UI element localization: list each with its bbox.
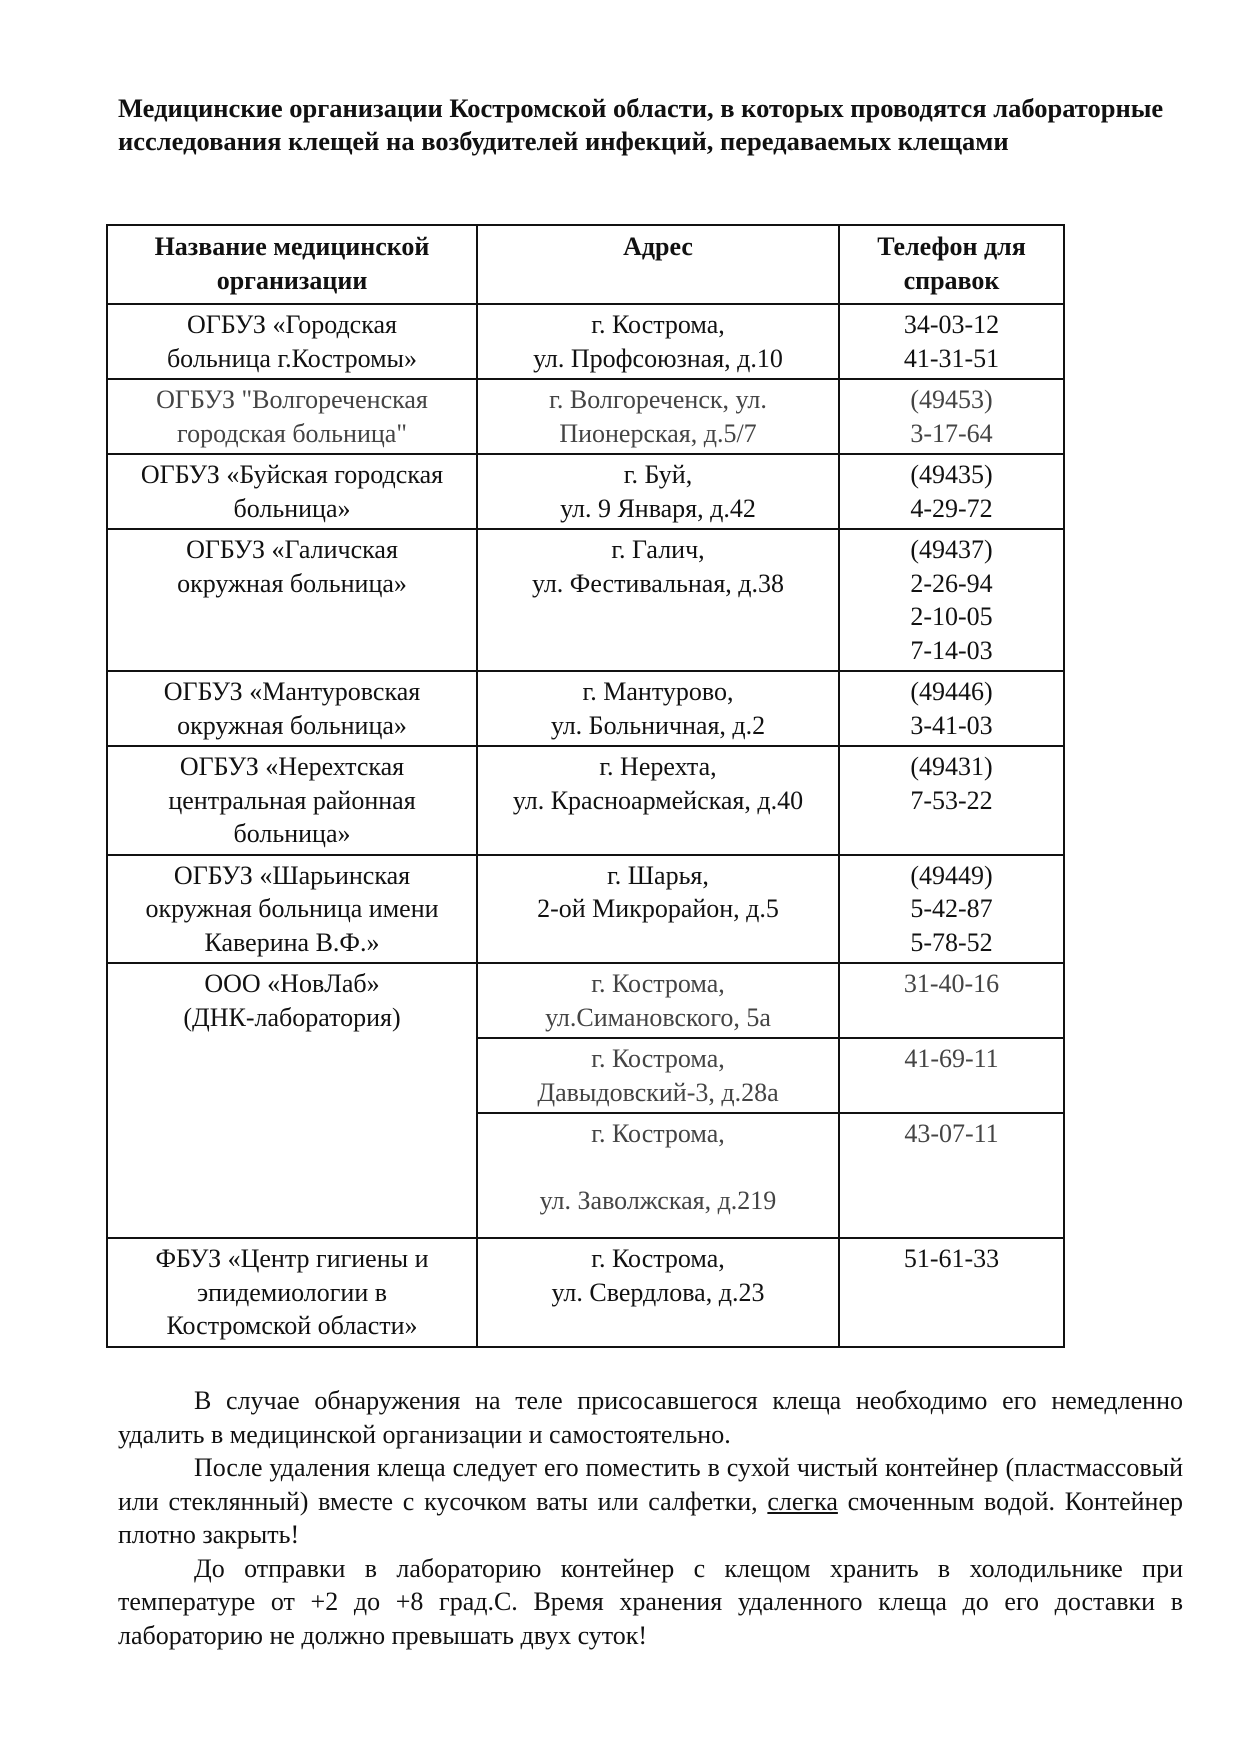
- org-name-line: больница г.Костромы»: [166, 343, 418, 373]
- header-address: Адрес: [477, 225, 839, 304]
- org-address-cell: [477, 1238, 839, 1347]
- document-title: Медицинские организации Костромской области, в которых проводятся лабораторные исследования клещей на возбудителей инфекций, передаваемых клещами: [118, 93, 1164, 156]
- table-header-row: [107, 225, 1064, 304]
- org-address-cell: [477, 746, 839, 855]
- phone-line: (49435): [910, 460, 993, 489]
- table-row-novlab: [107, 963, 1064, 1038]
- address-line: ул. 9 Января, д.42: [560, 493, 756, 523]
- org-name-line: городская больница": [177, 418, 407, 448]
- address-line: г. Нерехта,: [599, 752, 717, 781]
- org-phone-cell: [839, 379, 1064, 454]
- address-line: г. Кострома,: [591, 1119, 725, 1148]
- org-name-cell: [107, 671, 477, 746]
- org-phone-cell: [839, 1038, 1064, 1113]
- address-line: ул. Заволжская, д.219: [539, 1185, 777, 1215]
- org-address-cell: [477, 304, 839, 379]
- org-name-cell: [107, 963, 477, 1238]
- org-name-cell: [107, 454, 477, 529]
- table-row: [107, 855, 1064, 964]
- org-name-line: Костромской области»: [166, 1311, 418, 1340]
- org-name-line: ОГБУЗ «Нерехтская: [179, 752, 405, 781]
- header-phone: Телефон для справок: [839, 225, 1064, 304]
- org-name-line: больница»: [233, 493, 351, 523]
- phone-line: 41-31-51: [903, 343, 1000, 373]
- org-address-cell: [477, 963, 839, 1038]
- org-phone-cell: [839, 454, 1064, 529]
- phone-line: 3-41-03: [910, 710, 993, 740]
- org-address-cell: [477, 529, 839, 671]
- address-line: г. Кострома,: [591, 1044, 725, 1073]
- org-name-cell: [107, 304, 477, 379]
- table-row: [107, 671, 1064, 746]
- org-address-cell: [477, 1038, 839, 1113]
- org-name-line: ОГБУЗ «Галичская: [186, 535, 398, 564]
- paragraph: До отправки в лабораторию контейнер с клещом хранить в холодильнике при температуре от +2 до +8 град.С. Время хранения удаленного клеща до его доставки в лабораторию не должно превышать двух суток!: [118, 1553, 1183, 1650]
- org-name-line: (ДНК-лаборатория): [183, 1002, 401, 1032]
- paragraph: В случае обнаружения на теле присосавшегося клеща необходимо его немедленно удалить в медицинской организации и самостоятельно.: [118, 1386, 1183, 1449]
- org-name-line: эпидемиологии в: [196, 1277, 388, 1307]
- org-phone-cell: [839, 304, 1064, 379]
- org-address-cell: [477, 671, 839, 746]
- phone-line: 31-40-16: [903, 969, 1000, 998]
- phone-line: (49431): [910, 752, 993, 781]
- address-line: ул. Фестивальная, д.38: [531, 568, 785, 598]
- org-name-line: ОГБУЗ «Мантуровская: [163, 677, 421, 706]
- org-name-cell: [107, 529, 477, 671]
- org-name-cell: [107, 379, 477, 454]
- address-line: Давыдовский-3, д.28а: [537, 1077, 779, 1107]
- phone-line: 43-07-11: [904, 1119, 999, 1148]
- org-name-cell: [107, 855, 477, 964]
- instructions-text: [118, 1384, 1183, 1652]
- org-name-cell: [107, 746, 477, 855]
- org-name-line: ОГБУЗ "Волгореченская: [156, 385, 428, 414]
- org-phone-cell: [839, 855, 1064, 964]
- address-line: ул. Профсоюзная, д.10: [533, 343, 783, 373]
- phone-line: (49449): [910, 860, 993, 890]
- org-name-line: ОГБУЗ «Буйская городская: [140, 460, 444, 489]
- phone-line: 7-53-22: [910, 785, 993, 815]
- org-address-cell: [477, 454, 839, 529]
- phone-line: 4-29-72: [910, 493, 993, 523]
- organizations-table: [106, 224, 1065, 1348]
- address-line: г. Кострома,: [591, 969, 725, 998]
- address-line: г. Кострома,: [591, 310, 725, 339]
- table-row: [107, 529, 1064, 671]
- header-name: Название медицинской организации: [107, 225, 477, 304]
- org-name-line: окружная больница имени: [145, 894, 439, 923]
- paragraph-text: После удаления клеща следует его поместить в сухой чистый контейнер (пластмассовый или стеклянный) вместе с кусочком ваты или салфетки,: [118, 1453, 1183, 1516]
- table-row: [107, 379, 1064, 454]
- address-line: ул. Свердлова, д.23: [551, 1277, 765, 1307]
- paragraph: [118, 1451, 1183, 1552]
- table-row: [107, 1238, 1064, 1347]
- address-line: г. Кострома,: [591, 1244, 725, 1273]
- org-address-cell: [477, 379, 839, 454]
- phone-line: (49446): [910, 677, 993, 706]
- org-name-cell: [107, 1238, 477, 1347]
- phone-line: (49437): [910, 535, 993, 564]
- phone-line: 34-03-12: [903, 310, 1000, 339]
- org-name-line: ФБУЗ «Центр гигиены и: [155, 1244, 429, 1273]
- address-line: г. Мантурово,: [582, 677, 734, 706]
- phone-line: 2-26-94: [910, 568, 993, 598]
- phone-line: 51-61-33: [903, 1244, 1000, 1273]
- org-name-line: окружная больница»: [177, 568, 407, 598]
- address-line: ул. Красноармейская, д.40: [512, 785, 804, 815]
- phone-line: 5-42-87: [910, 894, 993, 923]
- address-line: г. Волгореченск, ул.: [549, 385, 767, 414]
- address-line: Пионерская, д.5/7: [559, 418, 757, 448]
- address-line: г. Галич,: [611, 535, 705, 564]
- table-row: [107, 304, 1064, 379]
- org-phone-cell: [839, 746, 1064, 855]
- phone-line: 2-10-05: [910, 602, 993, 631]
- address-line: г. Буй,: [623, 460, 693, 489]
- table-row: [107, 746, 1064, 855]
- org-name-line: ОГБУЗ «Городская: [187, 310, 397, 339]
- address-line: ул. Больничная, д.2: [550, 710, 766, 740]
- org-name-line: окружная больница»: [177, 710, 407, 740]
- phone-line: 3-17-64: [910, 418, 993, 448]
- org-phone-cell: [839, 1238, 1064, 1347]
- address-line: г. Шарья,: [607, 860, 709, 890]
- org-name-line: Каверина В.Ф.»: [204, 927, 380, 957]
- org-phone-cell: [839, 963, 1064, 1038]
- org-address-cell: [477, 1113, 839, 1238]
- phone-line: 5-78-52: [910, 927, 993, 957]
- table-row: [107, 454, 1064, 529]
- org-name-line: больница»: [233, 819, 351, 848]
- org-name-line: ООО «НовЛаб»: [204, 969, 380, 998]
- paragraph-text: смоченным водой. Контейнер плотно закрыть!: [118, 1486, 1184, 1549]
- org-phone-cell: [839, 1113, 1064, 1238]
- org-phone-cell: [839, 671, 1064, 746]
- underlined-word: слегка: [767, 1486, 838, 1516]
- org-name-line: центральная районная: [168, 785, 416, 815]
- org-address-cell: [477, 855, 839, 964]
- phone-line: 41-69-11: [904, 1044, 999, 1073]
- phone-line: (49453): [910, 385, 993, 414]
- phone-line: 7-14-03: [910, 635, 993, 665]
- org-phone-cell: [839, 529, 1064, 671]
- org-name-line: ОГБУЗ «Шарьинская: [173, 860, 411, 890]
- address-line: ул.Симановского, 5а: [545, 1002, 771, 1032]
- address-line: 2-ой Микрорайон, д.5: [537, 894, 779, 923]
